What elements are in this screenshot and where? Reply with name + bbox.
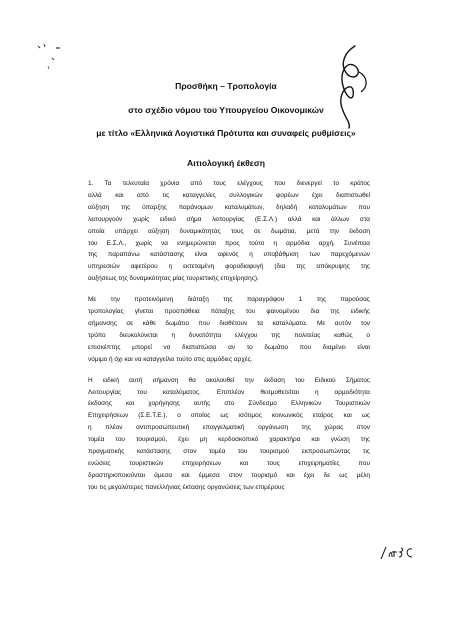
text-line: έκδοσης και χορήγησης αυτής στο Σύνδεσμο Ελληνικών Τουριστικών (88, 400, 370, 408)
text-line: Η ειδική αυτή σήμανση θα ακολουθεί την έκδοση του Ειδικού Σήματος (88, 376, 370, 384)
handwritten-initials (378, 543, 418, 563)
text-line: οποία υπάρχει αύξηση δυναμικότητάς τους σε δωμάτια, μετά την έκδοση (88, 227, 370, 235)
scan-marks (30, 38, 70, 78)
amendment-title: Προσθήκη – Τροπολογία (175, 81, 277, 91)
text-line: τομέα του τουρισμού, έχει μη κερδοσκοπικό χαρακτήρα και γνώση της (88, 436, 370, 444)
text-line: του τις μεγαλύτερες πανελλήνιας έκτασης οργανώσεις των επιμέρους (88, 483, 285, 491)
text-line: 1. Τα τελευταία χρόνια από τους ελέγχους που διενεργεί το κράτος (88, 180, 370, 187)
text-line: του Ε.Σ.Λ., χωρίς να ενημερώνεται προς τούτο η αρμόδια αρχή. Συνέπεια (88, 239, 370, 247)
text-line: σήμανσης σε κάθε δωμάτιο που διαθέτουν τα καταλύματα. Με αυτόν τον (88, 319, 370, 327)
text-line: τροπολογίας γίνεται προσπάθεια πάταξης του φαινομένου δια της ειδικής (88, 308, 370, 316)
paragraph-2 (88, 294, 370, 365)
text-line: λειτουργούν χωρίς ειδικό σήμα λειτουργίας (Ε.Σ.Λ.) αλλά και άλλων στα (88, 215, 370, 223)
text-line: νόμιμο ή όχι και να καταγγείλει τούτο στις αρμόδιες αρχές. (88, 355, 253, 363)
text-line: ενώσεις τουριστικών επιχειρήσεων και τους επιχειρηματίες που (88, 459, 370, 467)
text-line: Επιχειρήσεων (Σ.Ε.Τ.Ε.), ο οποίος ως ισότιμος κοινωνικός εταίρος και ως (88, 412, 370, 420)
text-line: αύξηση της ύπαρξης παράνομων καταλυμάτων, δηλαδή καταλυμάτων που (88, 203, 370, 211)
text-line: επισκέπτης μπορεί να διαπιστώσει αν το δωμάτιο που διαμένει είναι (88, 343, 370, 351)
bill-title: με τίτλο «Ελληνικά Λογιστικά Πρότυπα και συναφείς ρυθμίσεις» (96, 128, 356, 138)
text-line: της παραπάνω κατάστασης είναι αφενός η υποβάθμιση των παρεχόμενων (88, 251, 370, 259)
text-line: δραστηριοποιούνται άμεσα και έμμεσα στον τουρισμό και έχει δε ως μέλη (88, 471, 370, 479)
text-line: Λειτουργίας του καταλύματος. Επιπλέον θεσμοθετείται η αρμοδιότητα (88, 388, 370, 396)
text-line: Με την προτεινόμενη διάταξη της παραγράφου 1 της παρούσας (88, 296, 370, 304)
text-line: υπηρεσιών αφετέρου η εκτεταμένη φοροδιαφυγή (δια της απόκρυψης της (88, 263, 370, 271)
text-line: πραγματικής κατάστασης στον τομέα του τουρισμού εκπροσωπώντας τις (88, 448, 370, 456)
document-header (0, 80, 452, 150)
explanatory-text (88, 178, 370, 503)
text-line: αλλά και από τις καταγγελίες συλλογικών φορέων έχει διαπιστωθεί (88, 191, 370, 199)
text-line: αυξήσεως της δυναμικότητας μίας τουριστικής επιχείρησης). (88, 275, 259, 283)
paragraph-1 (88, 178, 370, 285)
section-title: Αιτιολογική έκθεση (187, 158, 265, 168)
bill-reference: στο σχέδιο νόμου του Υπουργείου Οικονομικών (128, 105, 324, 115)
paragraph-3 (88, 375, 370, 494)
text-line: τρόπο διευκολύνεται η δυνατότητα ελέγχου της πολιτείας καθώς ο (88, 331, 370, 339)
text-line: η πλέον αντιπροσωπευτική επαγγελματική οργάνωση της χώρας στον (88, 424, 370, 432)
